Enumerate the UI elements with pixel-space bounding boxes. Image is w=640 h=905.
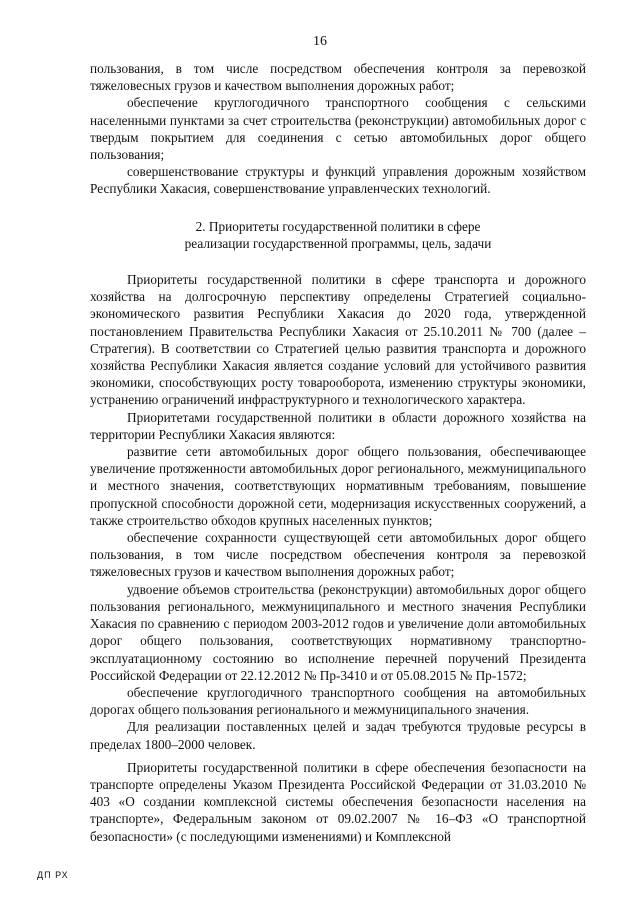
paragraph: пользования, в том числе посредством обеспечения контроля за перевозкой тяжеловесных грузов и качеством выполнения дорожных работ; [90, 61, 586, 94]
list-item: развитие сети автомобильных дорог общего пользования, обеспечивающее увеличение протяженности автомобильных дорог регионального, межмуниципального и местного значения, соответствующих нормативным требованиям, повышение пропускной способности дорожной сети, модернизация искусственных сооружений, а также строительство обходов крупных населенных пунктов; [90, 444, 586, 528]
paragraph: Приоритеты государственной политики в сфере обеспечения безопасности на транспорте определены Указом Президента Российской Федерации от 31.03.2010 № 403 «О создании комплексной системы обеспечения безопасности населения на транспорте», Федеральным законом от 09.02.2007 № 16–ФЗ «О транспортной безопасности» (с последующими изменениями) и Комплексной [90, 759, 586, 844]
page-number: 16 [313, 34, 327, 49]
footer-mark: ДП РХ [37, 870, 69, 880]
paragraph: Для реализации поставленных целей и задач требуются трудовые ресурсы в пределах 1800–2000 человек. [90, 719, 586, 752]
document-body [90, 60, 586, 845]
list-item: обеспечение сохранности существующей сети автомобильных дорог общего пользования, в том числе посредством обеспечения контроля за перевозкой тяжеловесных грузов и качеством выполнения дорожных работ; [90, 530, 586, 580]
section-heading [90, 218, 586, 252]
paragraph: совершенствование структуры и функций управления дорожным хозяйством Республики Хакасия, совершенствование управленческих технологий. [90, 164, 586, 197]
paragraph: обеспечение круглогодичного транспортного сообщения с сельскими населенными пунктами за счет строительства (реконструкции) автомобильных дорог с твердым покрытием для соединения с сетью автомобильных дорог общего пользования; [90, 95, 586, 163]
paragraph: Приоритетами государственной политики в области дорожного хозяйства на территории Республики Хакасия являются: [90, 409, 586, 442]
section-heading-line-2: реализации государственной программы, цель, задачи [184, 235, 492, 251]
section-heading-line-1: 2. Приоритеты государственной политики в сфере [195, 218, 481, 234]
paragraph: Приоритеты государственной политики в сфере транспорта и дорожного хозяйства на долгосрочную перспективу определены Стратегией социально-экономического развития Республики Хакасия до 2020 года, утвержденной постановлением Правительства Республики Хакасия от 25.10.2011 № 700 (далее – Стратегия). В соответствии со Стратегией целью развития транспорта и дорожного хозяйства Республики Хакасия является создание условий для устойчивого развития экономики, способствующих росту товарооборота, изменению структуры экономики, устранению ограничений инфраструктурного и технологического характера. [90, 272, 586, 408]
list-item: удвоение объемов строительства (реконструкции) автомобильных дорог общего пользования регионального, межмуниципального и местного значения Республики Хакасия по сравнению с периодом 2003-2012 годов и увеличение доли автомобильных дорог общего пользования, соответствующих нормативному транспортно-эксплуатационному состоянию во исполнение перечней поручений Президента Российской Федерации от 22.12.2012 № Пр-3410 и от 05.08.2015 № Пр-1572; [90, 581, 586, 683]
list-item: обеспечение круглогодичного транспортного сообщения на автомобильных дорогах общего пользования регионального и межмуниципального значения. [90, 684, 586, 718]
